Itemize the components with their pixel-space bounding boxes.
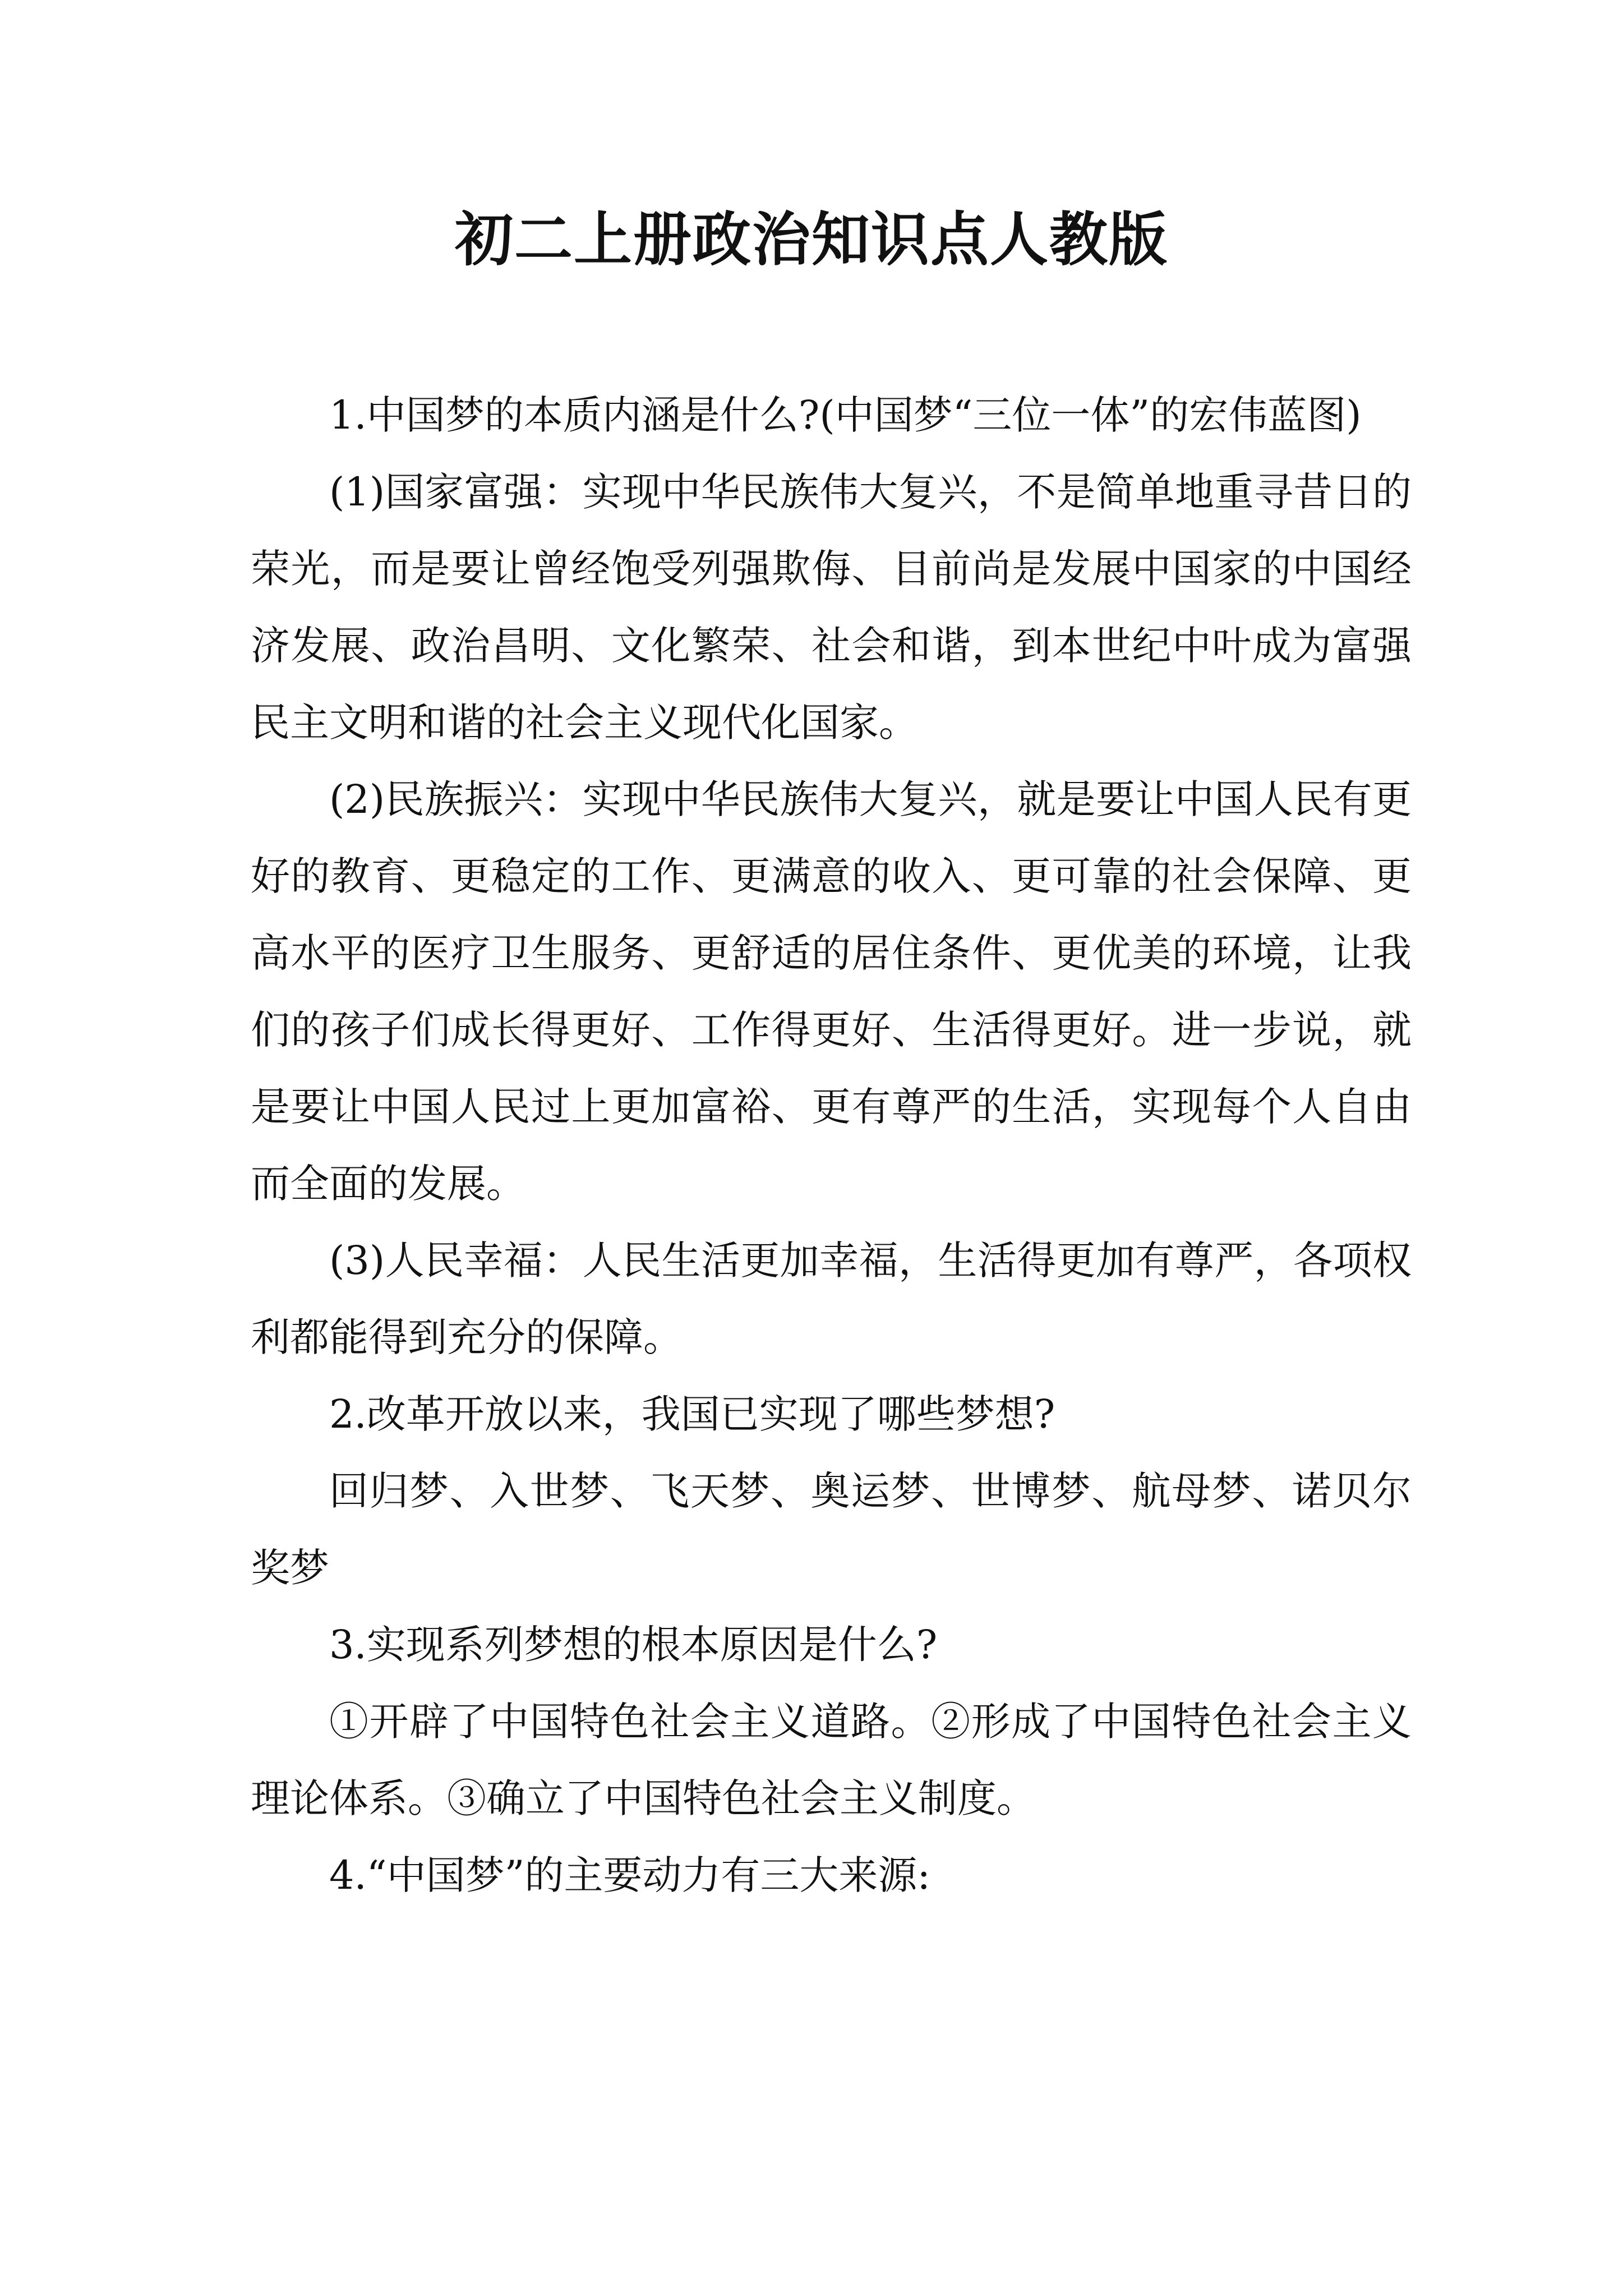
- paragraph-q3-answer: ①开辟了中国特色社会主义道路。②形成了中国特色社会主义理论体系。③确立了中国特色社会主义制度。: [251, 1699, 1412, 1821]
- document-title: 初二上册政治知识点人教版: [454, 205, 1168, 274]
- paragraph-q2: 2.改革开放以来，我国已实现了哪些梦想?: [329, 1391, 1055, 1437]
- paragraph-q1-national-prosperity: (1)国家富强：实现中华民族伟大复兴，不是简单地重寻昔日的荣光，而是要让曾经饱受列强欺侮、目前尚是发展中国家的中国经济发展、政治昌明、文化繁荣、社会和谐，到本世纪中叶成为富强民主文明和谐的社会主义现代化国家。: [251, 469, 1412, 746]
- paragraph-q1-national-rejuvenation: (2)民族振兴：实现中华民族伟大复兴，就是要让中国人民有更好的教育、更稳定的工作、更满意的收入、更可靠的社会保障、更高水平的医疗卫生服务、更舒适的居住条件、更优美的环境，让我们的孩子们成长得更好、工作得更好、生活得更好。进一步说，就是要让中国人民过上更加富裕、更有尊严的生活，实现每个人自由而全面的发展。: [251, 776, 1412, 1207]
- paragraph-q4: 4.“中国梦”的主要动力有三大来源:: [329, 1852, 930, 1898]
- paragraph-q1: 1.中国梦的本质内涵是什么?(中国梦“三位一体”的宏伟蓝图): [329, 392, 1362, 438]
- paragraph-q3: 3.实现系列梦想的根本原因是什么?: [329, 1622, 938, 1668]
- paragraph-q2-answer: 回归梦、入世梦、飞天梦、奥运梦、世博梦、航母梦、诺贝尔奖梦: [251, 1468, 1412, 1591]
- paragraph-q1-people-happiness: (3)人民幸福：人民生活更加幸福，生活得更加有尊严，各项权利都能得到充分的保障。: [251, 1237, 1412, 1360]
- document-body: [251, 377, 1412, 1914]
